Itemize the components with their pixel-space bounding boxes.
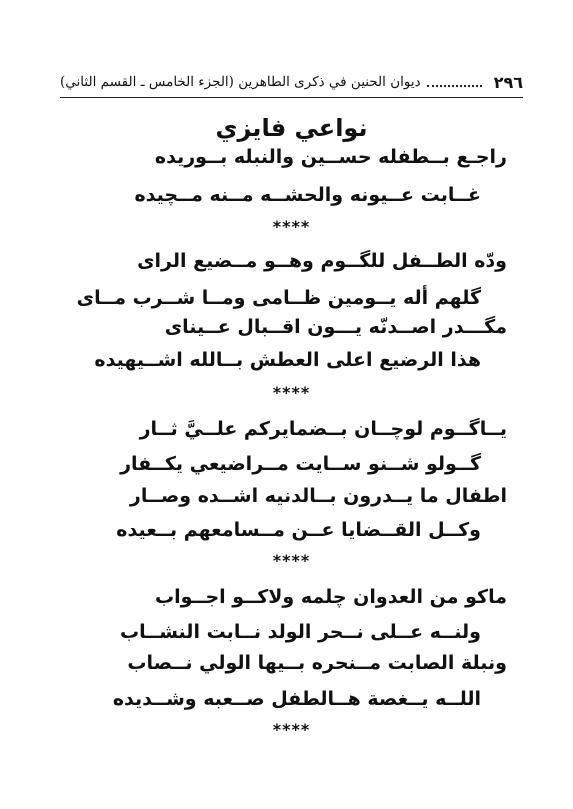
header-rule xyxy=(60,97,523,98)
verse-line: گــولو شــنو ســايت مــراضيعي يكــفار xyxy=(120,453,481,475)
stanza-separator: **** xyxy=(272,217,311,236)
stanza-separator: **** xyxy=(272,551,311,570)
verse-line: ودّه الطــفل للگــوم وهــو مــضيع الراى xyxy=(137,250,507,272)
verse-line: اللــه يــغصة هــالطفل صــعبه وشــديده xyxy=(112,688,481,710)
page-header xyxy=(60,70,523,94)
verse-line: هذا الرضيع اعلى العطش بــالله اشــيهيده xyxy=(94,349,481,371)
running-head: ديوان الحنين في ذكرى الطاهرين (الجزء الخامس ـ القسم الثاني) xyxy=(60,74,421,90)
verse-line: ونبلة الصابت مــنحره بــيها الولي نــصاب xyxy=(127,652,507,674)
stanza-separator: **** xyxy=(272,720,311,739)
verse-line: وكــل القــضايا عــن مــسامعهم بــعيده xyxy=(116,519,481,541)
verse-line: راجـع بــطفله حســين والنبله بــوريده xyxy=(154,146,507,168)
stanza-separator: **** xyxy=(272,383,311,402)
verse-line: مگـــدر اصــدنّه يـــون اقــبال عــيناى xyxy=(164,316,507,338)
page-number: ٢٩٦ xyxy=(493,72,523,92)
poem-title: نواعي فايزي xyxy=(215,114,368,142)
verse-line: ولنــه عــلى نــحر الولد نــابت النشــاب xyxy=(120,621,481,643)
verse-line: اطفال ما يــدرون بــالدنيه اشــده وصــار xyxy=(129,485,507,507)
verse-line: غــابت عــيونه والحشــه مــنه مــچيده xyxy=(134,184,481,206)
verse-line: يــاگــوم لوچــان بــضمايركم علــيَّ ثــار xyxy=(139,418,507,440)
verse-line: گلهم أله يــومين ظــامى ومــا شــرب مــاى xyxy=(76,287,481,309)
leader-dots xyxy=(427,85,482,87)
verse-line: ماكو من العدوان چلمه ولاكــو اجــواب xyxy=(154,586,507,608)
